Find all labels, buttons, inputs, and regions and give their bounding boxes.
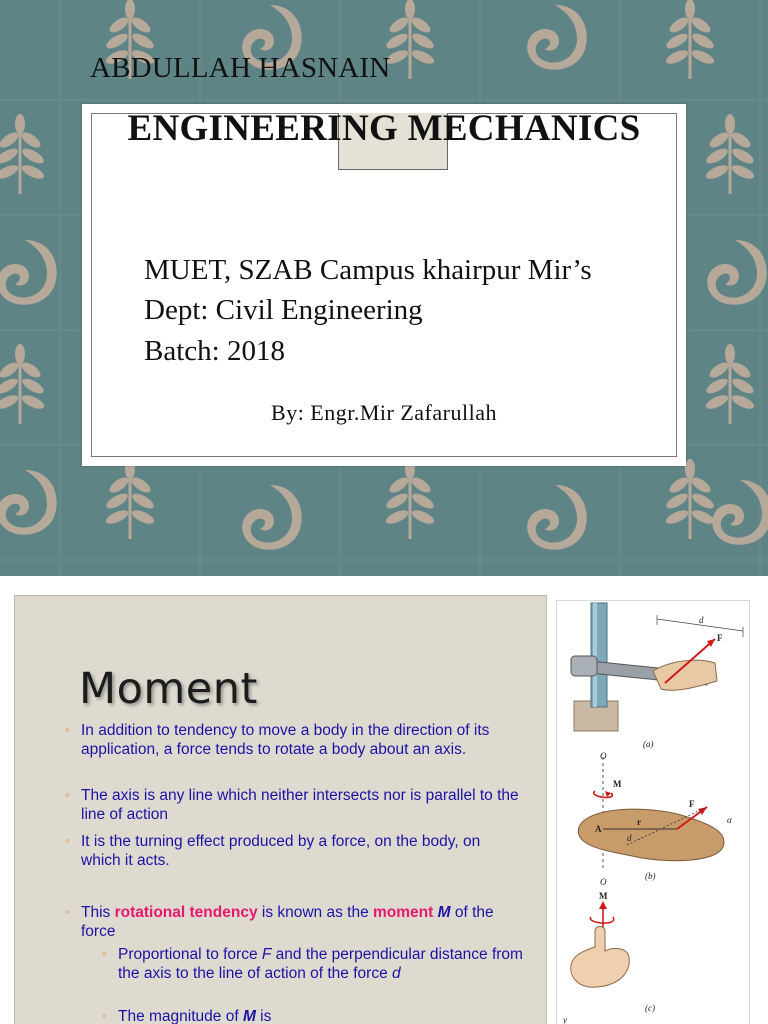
- figure-b-body: [578, 751, 732, 887]
- bullet-text: In addition to tendency to move a body in the direction of its application, a force tends to rotate a body about an axis.: [81, 722, 490, 758]
- presenter-line: By: Engr.Mir Zafarullah: [271, 400, 497, 425]
- batch-line: Batch: 2018: [144, 335, 285, 367]
- bullet-text: The axis is any line which neither intersects nor is parallel to the line of action: [81, 787, 519, 823]
- label-m-c: M: [599, 891, 608, 901]
- label-f: F: [717, 633, 723, 643]
- content-panel: [14, 595, 547, 1024]
- sub-text-pre: The magnitude of: [118, 1008, 243, 1024]
- slide-heading: Moment: [79, 664, 258, 714]
- sub-text-post: is: [255, 1008, 272, 1024]
- highlight-rotational-tendency: rotational tendency: [114, 904, 258, 921]
- moment-diagram: [557, 601, 749, 1024]
- bullet-icon: ◦: [65, 904, 70, 919]
- department-line: Dept: Civil Engineering: [144, 294, 423, 326]
- sub-text-pre: Proportional to force: [118, 946, 262, 963]
- bullet-icon: ◦: [65, 833, 70, 848]
- label-o-bottom: O: [600, 877, 607, 887]
- label-a-point: A: [595, 824, 602, 834]
- label-o-top: O: [600, 751, 607, 761]
- moment-symbol: M: [437, 904, 451, 921]
- sub-bullet-icon: ◦: [102, 946, 107, 961]
- moment-symbol: M: [242, 1008, 256, 1024]
- bullet-text-pre: This: [81, 904, 115, 921]
- list-item: [65, 722, 521, 759]
- sub-list-item: [102, 1008, 523, 1024]
- label-f-b: F: [689, 799, 695, 809]
- label-a: (a): [643, 739, 654, 749]
- list-item: [65, 787, 521, 824]
- campus-line: MUET, SZAB Campus khairpur Mir’s: [144, 254, 592, 286]
- label-b: (b): [645, 871, 656, 881]
- bullet-icon: ◦: [65, 722, 70, 737]
- bullet-icon: ◦: [65, 787, 70, 802]
- list-item: [65, 904, 521, 941]
- moment-figure: [556, 600, 750, 1024]
- label-r: r: [637, 817, 641, 827]
- sub-list-item: [102, 946, 523, 983]
- bullet-text: It is the turning effect produced by a force, on the body, on which it acts.: [81, 833, 481, 869]
- force-symbol: F: [261, 946, 272, 963]
- distance-symbol: d: [392, 964, 401, 982]
- figure-c-right-hand: [562, 891, 655, 1024]
- highlight-moment: moment: [373, 904, 434, 921]
- sub-text-mid: and the perpendicular distance from the axis to the line of action of the force: [118, 946, 523, 982]
- label-m-b: M: [613, 779, 622, 789]
- list-item: [65, 833, 521, 870]
- label-y: y: [563, 1015, 567, 1024]
- author-name: ABDULLAH HASNAIN: [90, 52, 391, 84]
- course-title: ENGINEERING MECHANICS: [127, 108, 641, 149]
- sub-bullet-icon: ◦: [102, 1008, 107, 1023]
- label-c: (c): [645, 1003, 655, 1013]
- title-card: [82, 104, 686, 466]
- figure-a-wrench: [571, 603, 743, 749]
- label-d: d: [699, 615, 704, 625]
- moment-slide: [0, 590, 768, 1024]
- bullet-text-post: of the force: [81, 904, 494, 940]
- bullet-text-mid: is known as the: [257, 904, 374, 921]
- label-d-b: d: [627, 833, 632, 843]
- label-alpha: α: [727, 815, 732, 825]
